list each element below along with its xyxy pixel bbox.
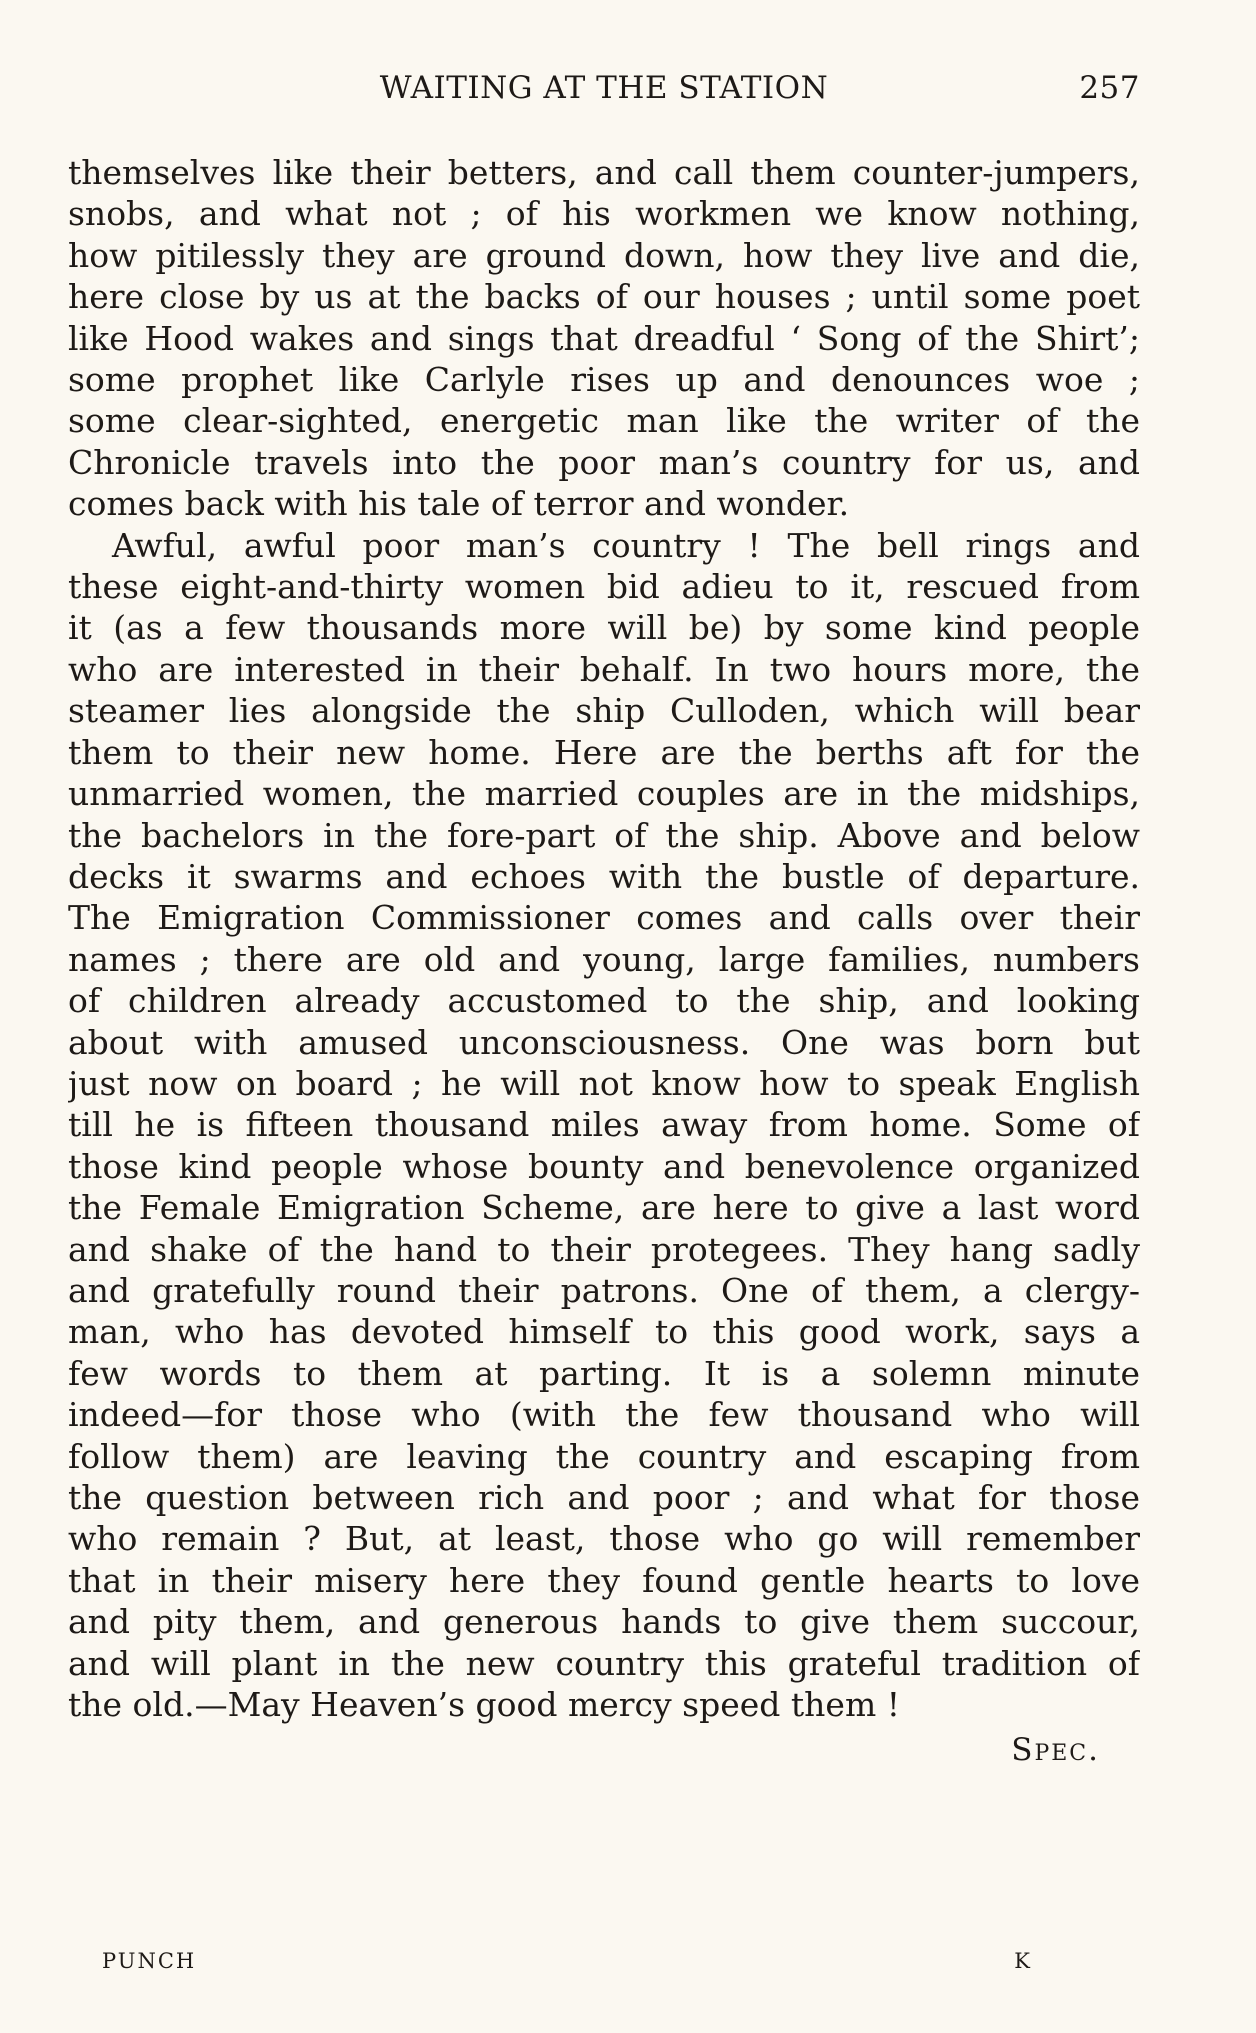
text-line: that in their misery here they found gentle hearts to love — [68, 1560, 1140, 1600]
text-line: names ; there are old and young, large families, numbers — [68, 939, 1140, 979]
text-line: those kind people whose bounty and benevolence organized — [68, 1146, 1140, 1186]
text-line: comes back with his tale of terror and wonder. — [68, 484, 850, 524]
page-number: 257 — [1079, 70, 1140, 106]
text-line: follow them) are leaving the country and escaping from — [68, 1436, 1140, 1476]
text-line: few words to them at parting. It is a solemn minute — [68, 1353, 1140, 1393]
text-line: the old.—May Heaven’s good mercy speed them ! — [68, 1685, 900, 1725]
text-line: some prophet like Carlyle rises up and denounces woe ; — [68, 360, 1140, 400]
text-line: and gratefully round their patrons. One of them, a clergy- — [68, 1270, 1140, 1310]
text-line: and will plant in the new country this grateful tradition of — [68, 1643, 1140, 1683]
text-line: decks it swarms and echoes with the bustle of departure. — [68, 856, 1140, 896]
text-line: unmarried women, the married couples are in the midships, — [68, 774, 1140, 814]
text-line: about with amused unconsciousness. One was born but — [68, 1022, 1140, 1062]
text-line: just now on board ; he will not know how to speak English — [68, 1063, 1140, 1103]
text-line: snobs, and what not ; of his workmen we know nothing, — [68, 194, 1140, 234]
text-line: like Hood wakes and sings that dreadful ‘ Song of the Shirt’; — [68, 318, 1140, 358]
text-line: some clear-sighted, energetic man like the writer of the — [68, 401, 1140, 441]
text-line: indeed—for those who (with the few thousand who will — [68, 1395, 1140, 1435]
text-line: Awful, awful poor man’s country ! The bell rings and — [112, 525, 1140, 565]
signature-mark: PUNCH — [102, 1949, 197, 1973]
running-title: WAITING AT THE STATION — [379, 70, 829, 106]
text-line: and pity them, and generous hands to give them succour, — [68, 1602, 1140, 1642]
text-line: the Female Emigration Scheme, are here to give a last word — [68, 1188, 1140, 1228]
text-line: themselves like their betters, and call them counter-jumpers, — [68, 153, 1140, 192]
text-line: Chronicle travels into the poor man’s country for us, and — [68, 442, 1140, 482]
text-line: of children already accustomed to the ship, and looking — [68, 981, 1140, 1021]
text-line: it (as a few thousands more will be) by some kind people — [68, 608, 1140, 648]
text-line: the bachelors in the fore-part of the ship. Above and below — [68, 815, 1140, 855]
text-line: man, who has devoted himself to this good work, says a — [68, 1312, 1140, 1352]
text-line: these eight-and-thirty women bid adieu to it, rescued from — [68, 567, 1140, 607]
text-line: who are interested in their behalf. In two hours more, the — [68, 649, 1140, 689]
signature-letter: K — [1014, 1949, 1032, 1973]
text-line: them to their new home. Here are the berths aft for the — [68, 732, 1140, 772]
body-text — [68, 152, 1140, 1725]
author-signature: Spec. — [1011, 1732, 1100, 1768]
text-line: steamer lies alongside the ship Culloden, which will bear — [68, 691, 1140, 731]
text-line: till he is fifteen thousand miles away from home. Some of — [68, 1105, 1140, 1145]
text-line: how pitilessly they are ground down, how they live and die, — [68, 235, 1140, 275]
text-line: and shake of the hand to their protegees. They hang sadly — [68, 1229, 1140, 1269]
running-header — [68, 70, 1140, 114]
text-line: here close by us at the backs of our houses ; until some poet — [68, 277, 1140, 317]
text-line: who remain ? But, at least, those who go will remember — [68, 1519, 1140, 1559]
text-line: the question between rich and poor ; and what for those — [68, 1478, 1140, 1517]
text-line: The Emigration Commissioner comes and calls over their — [68, 898, 1140, 938]
